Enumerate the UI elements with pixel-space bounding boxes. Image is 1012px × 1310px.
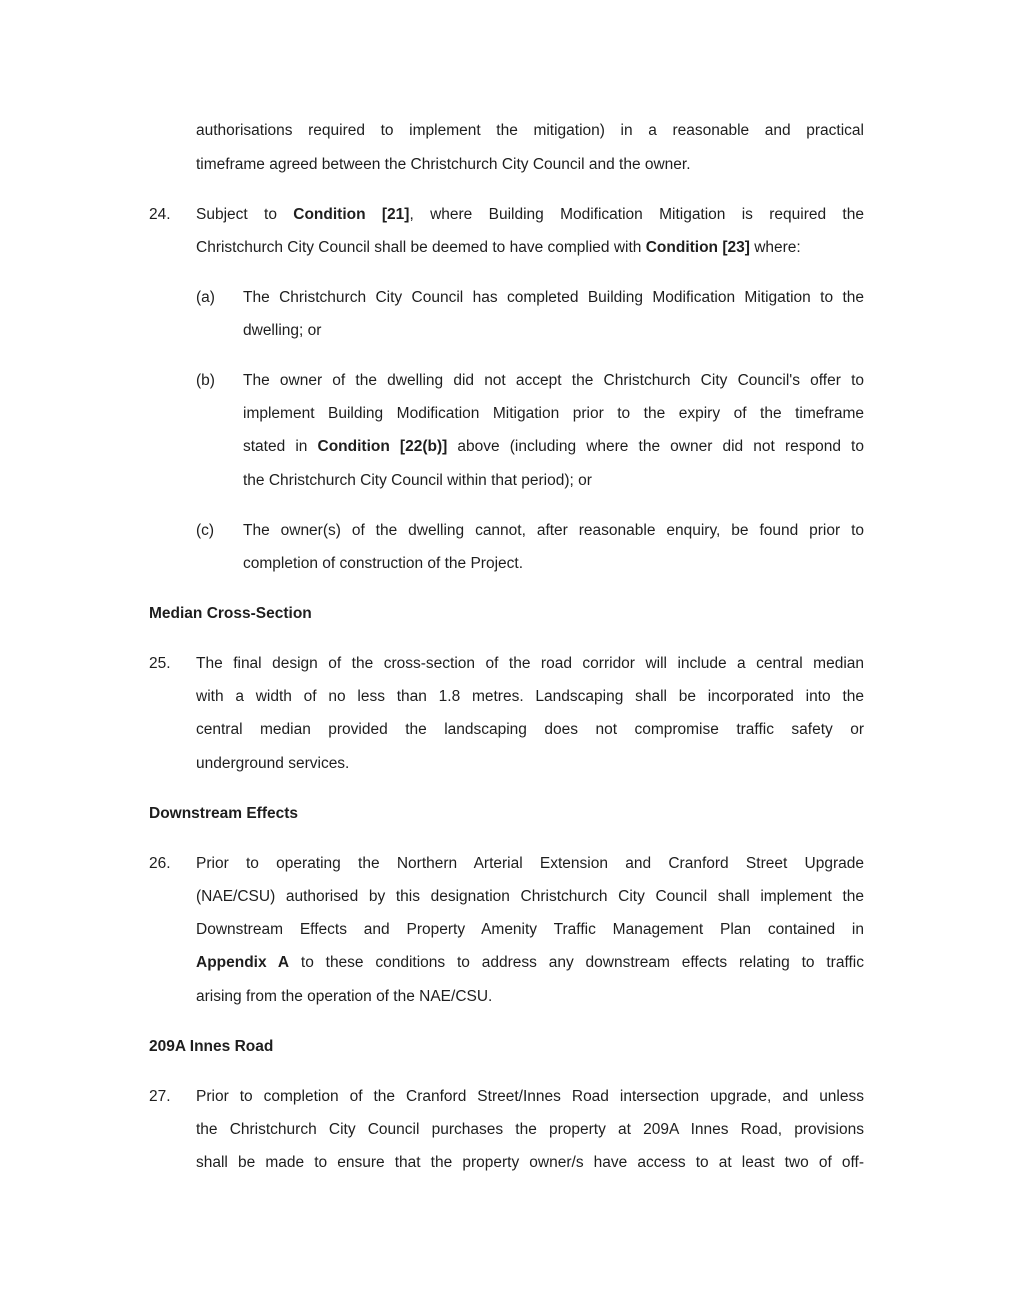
paragraph-line	[196, 953, 864, 973]
section-heading: Median Cross-Section	[149, 605, 312, 622]
text: above (including where the owner did not respond to	[447, 438, 864, 455]
subclause-label: (c)	[196, 522, 215, 539]
condition-reference: Condition [22(b)]	[317, 438, 448, 455]
paragraph-line: the Christchurch City Council purchases the property at 209A Innes Road, provisions	[196, 1121, 864, 1138]
text: Subject to	[196, 206, 294, 223]
condition-reference: Condition [21]	[293, 206, 410, 223]
text: stated in	[243, 438, 318, 455]
paragraph-line: central median provided the landscaping does not compromise traffic safety or	[196, 721, 864, 738]
appendix-reference: Appendix A	[196, 954, 290, 971]
condition-number: 26.	[149, 855, 171, 872]
paragraph-line	[196, 238, 801, 258]
paragraph-line: Downstream Effects and Property Amenity Traffic Management Plan contained in	[196, 921, 864, 938]
paragraph-line: Prior to operating the Northern Arterial Extension and Cranford Street Upgrade	[196, 855, 864, 872]
paragraph-line: authorisations required to implement the mitigation) in a reasonable and practical	[196, 122, 864, 139]
condition-number: 27.	[149, 1088, 171, 1105]
paragraph-line: with a width of no less than 1.8 metres. Landscaping shall be incorporated into the	[196, 688, 864, 705]
paragraph-line: The owner(s) of the dwelling cannot, after reasonable enquiry, be found prior to	[243, 522, 864, 539]
subclause-label: (a)	[196, 289, 215, 306]
subclause-label: (b)	[196, 372, 215, 389]
text: Christchurch City Council shall be deemed to have complied with	[196, 239, 646, 256]
paragraph-line	[196, 205, 864, 225]
paragraph-line: completion of construction of the Project.	[243, 555, 524, 572]
paragraph-line: (NAE/CSU) authorised by this designation Christchurch City Council shall implement the	[196, 888, 864, 905]
paragraph-line: The Christchurch City Council has completed Building Modification Mitigation to the	[243, 289, 864, 306]
paragraph-line: dwelling; or	[243, 322, 322, 339]
text: where:	[749, 239, 801, 256]
paragraph-line	[243, 437, 864, 457]
section-heading: 209A Innes Road	[149, 1038, 274, 1055]
paragraph-line: shall be made to ensure that the property owner/s have access to at least two of off-	[196, 1154, 864, 1171]
section-heading: Downstream Effects	[149, 805, 299, 822]
paragraph-line: timeframe agreed between the Christchurch City Council and the owner.	[196, 156, 691, 173]
condition-reference: Condition [23]	[645, 239, 750, 256]
text: , where Building Modification Mitigation is required the	[409, 206, 864, 223]
paragraph-line: the Christchurch City Council within that period); or	[243, 472, 592, 489]
paragraph-line: The owner of the dwelling did not accept the Christchurch City Council's offer to	[243, 372, 864, 389]
condition-number: 24.	[149, 206, 171, 223]
text: to these conditions to address any downstream effects relating to traffic	[289, 954, 864, 971]
condition-number: 25.	[149, 655, 171, 672]
paragraph-line: underground services.	[196, 755, 350, 772]
paragraph-line: Prior to completion of the Cranford Street/Innes Road intersection upgrade, and unless	[196, 1088, 864, 1105]
paragraph-line: arising from the operation of the NAE/CSU.	[196, 988, 493, 1005]
paragraph-line: implement Building Modification Mitigation prior to the expiry of the timeframe	[243, 405, 864, 422]
paragraph-line: The final design of the cross-section of the road corridor will include a central median	[196, 655, 864, 672]
